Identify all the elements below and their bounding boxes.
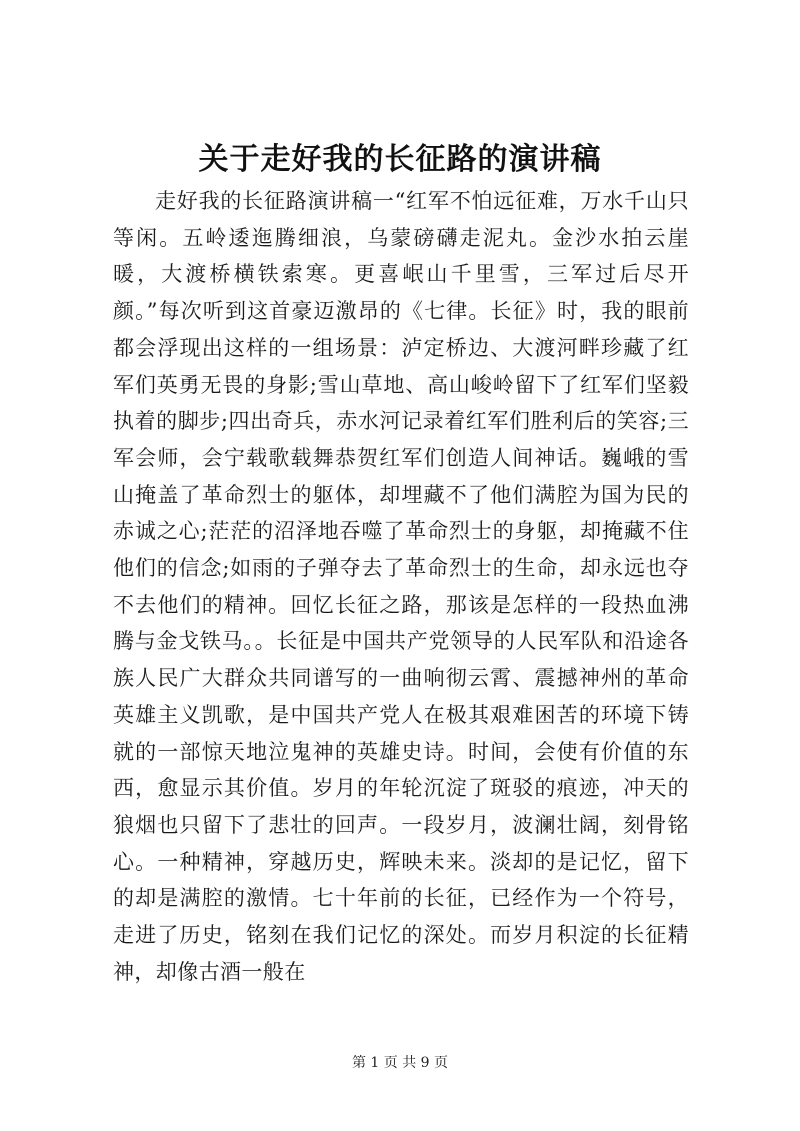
document-title: 关于走好我的长征路的演讲稿 [198, 142, 602, 177]
page-footer: 第 1 页 共 9 页 [351, 1055, 449, 1071]
body-paragraph: 走好我的长征路演讲稿一“红军不怕远征难，万水千山只等闲。五岭逶迤腾细浪，乌蒙磅礴走泥丸。金沙水拍云崖暖，大渡桥横铁索寒。更喜岷山千里雪，三军过后尽开颜。”每次听到这首豪迈激昂的《七律。长征》时，我的眼前都会浮现出这样的一组场景：泸定桥边、大渡河畔珍藏了红军们英勇无畏的身影;雪山草地、高山峻岭留下了红军们坚毅执着的脚步;四出奇兵，赤水河记录着红军们胜利后的笑容;三军会师，会宁载歌载舞恭贺红军们创造人间神话。巍峨的雪山掩盖了革命烈士的躯体，却埋藏不了他们满腔为国为民的赤诚之心;茫茫的沼泽地吞噬了革命烈士的身躯，却掩藏不住他们的信念;如雨的子弹夺去了革命烈士的生命，却永远也夺不去他们的精神。回忆长征之路，那该是怎样的一段热血沸腾与金戈铁马。。长征是中国共产党领导的人民军队和沿途各族人民广大群众共同谱写的一曲响彻云霄、震撼神州的革命英雄主义凯歌，是中国共产党人在极其艰难困苦的环境下铸就的一部惊天地泣鬼神的英雄史诗。时间，会使有价值的东西，愈显示其价值。岁月的年轮沉淀了斑驳的痕迹，冲天的狼烟也只留下了悲壮的回声。一段岁月，波澜壮阔，刻骨铭心。一种精神，穿越历史，辉映未来。淡却的是记忆，留下的却是满腔的激情。七十年前的长征，已经作为一个符号，走进了历史，铭刻在我们记忆的深处。而岁月积淀的长征精神，却像古酒一般在 [113, 189, 689, 984]
